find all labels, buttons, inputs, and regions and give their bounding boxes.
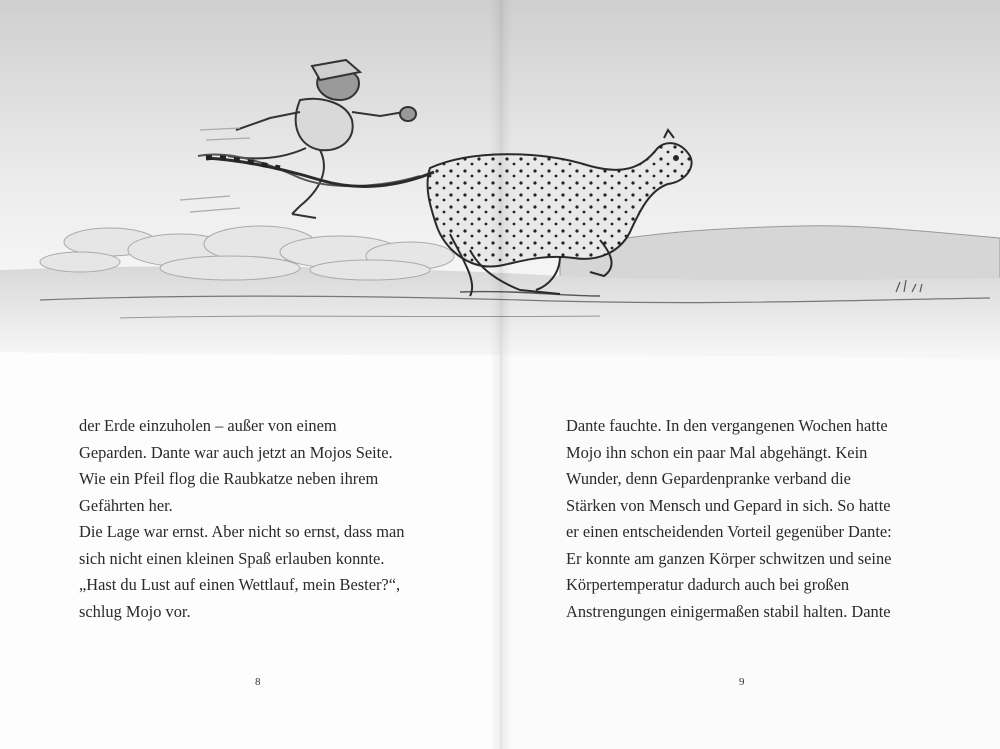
book-gutter-shadow bbox=[490, 0, 512, 749]
text-line: Er konnte am ganzen Körper schwitzen und seine bbox=[566, 548, 892, 568]
text-line: Wunder, denn Gepardenpranke verband die bbox=[566, 469, 851, 488]
left-page-text bbox=[79, 413, 439, 625]
text-line: Stärken von Mensch und Gepard in sich. So hatte bbox=[566, 495, 891, 515]
text-line: Geparden. Dante war auch jetzt an Mojos Seite. bbox=[79, 442, 393, 462]
text-line: schlug Mojo vor. bbox=[79, 601, 191, 621]
text-line: Wie ein Pfeil flog die Raubkatze neben ihrem bbox=[79, 469, 379, 488]
text-line: Dante fauchte. In den vergangenen Wochen hatte bbox=[566, 416, 888, 435]
text-line: sich nicht einen kleinen Spaß erlauben konnte. bbox=[79, 548, 385, 568]
text-line: Anstrengungen einigermaßen stabil halten. Dante bbox=[566, 601, 891, 621]
text-line: Mojo ihn schon ein paar Mal abgehängt. Kein bbox=[566, 442, 868, 462]
page-number-left: 8 bbox=[255, 676, 261, 688]
text-line: er einen entscheidenden Vorteil gegenüber Dante: bbox=[566, 522, 892, 541]
right-page-text bbox=[566, 413, 936, 625]
text-line: „Hast du Lust auf einen Wettlauf, mein Bester?“, bbox=[79, 575, 401, 594]
text-line: Körpertemperatur dadurch auch bei großen bbox=[566, 575, 850, 594]
text-line: Die Lage war ernst. Aber nicht so ernst, dass man bbox=[79, 522, 405, 541]
text-line: Gefährten her. bbox=[79, 495, 173, 515]
page-number-right: 9 bbox=[739, 676, 745, 688]
text-line: der Erde einzuholen – außer von einem bbox=[79, 416, 337, 435]
